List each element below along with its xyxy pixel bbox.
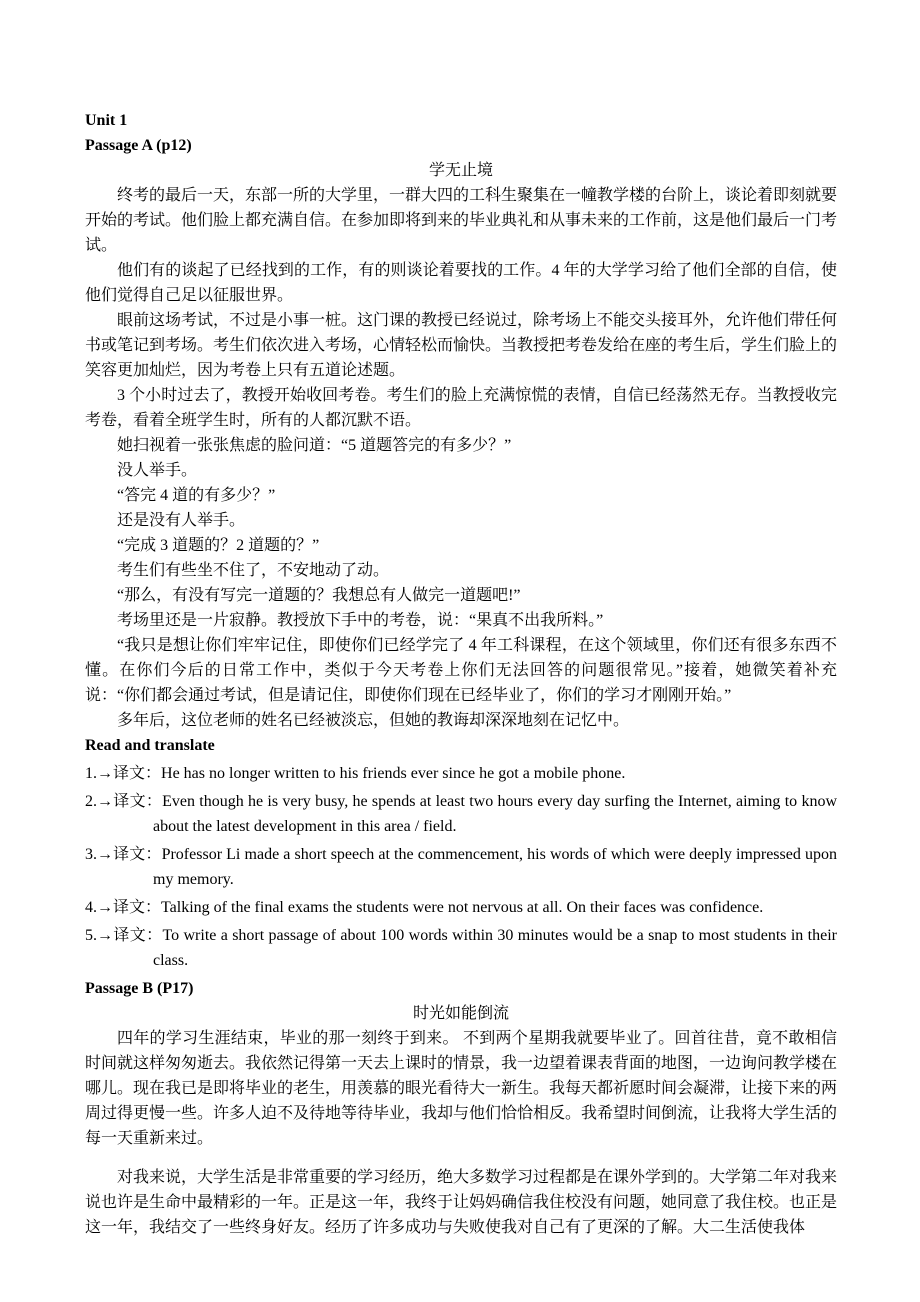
translation-text: Even though he is very busy, he spends at least two hours every day surfing the Internet, aiming to know about the latest development in this area / field. xyxy=(153,793,837,835)
translation-prefix: 5.→译文： xyxy=(85,927,163,944)
passage-a-paragraph: “完成 3 道题的？2 道题的？” xyxy=(117,537,320,554)
passage-a-paragraph: “那么，有没有写完一道题的？我想总有人做完一道题吧!” xyxy=(117,587,521,604)
read-translate-heading: Read and translate xyxy=(85,737,215,754)
passage-a-paragraph: 考生们有些坐不住了，不安地动了动。 xyxy=(117,562,390,579)
passage-a-title: 学无止境 xyxy=(428,162,493,179)
passage-b-title: 时光如能倒流 xyxy=(412,1005,509,1022)
passage-a-paragraph: 他们有的谈起了已经找到的工作，有的则谈论着要找的工作。4 年的大学学习给了他们全部的自信，使他们觉得自己足以征服世界。 xyxy=(85,262,837,304)
translation-text: He has no longer written to his friends ever since he got a mobile phone. xyxy=(161,765,626,782)
translation-item-2 xyxy=(85,789,837,839)
unit-heading: Unit 1 xyxy=(85,112,128,129)
translation-text: To write a short passage of about 100 words within 30 minutes would be a snap to most students in their class. xyxy=(153,927,837,969)
translation-text: Professor Li made a short speech at the commencement, his words of which were deeply impressed upon my memory. xyxy=(153,846,837,888)
passage-a-paragraph: 她扫视着一张张焦虑的脸问道：“5 道题答完的有多少？” xyxy=(117,437,512,454)
passage-a-paragraph: 终考的最后一天，东部一所的大学里，一群大四的工科生聚集在一幢教学楼的台阶上，谈论着即刻就要开始的考试。他们脸上都充满自信。在参加即将到来的毕业典礼和从事未来的工作前，这是他们最后一门考试。 xyxy=(85,187,838,254)
passage-a-paragraph: 眼前这场考试，不过是小事一桩。这门课的教授已经说过，除考场上不能交头接耳外，允许他们带任何书或笔记到考场。考生们依次进入考场，心情轻松而愉快。当教授把考卷发给在座的考生后，学生们脸上的笑容更加灿烂，因为考卷上只有五道论述题。 xyxy=(85,312,838,379)
passage-b-heading: Passage B (P17) xyxy=(85,980,194,997)
translation-item-5 xyxy=(85,923,837,973)
translation-text: Talking of the final exams the students were not nervous at all. On their faces was confidence. xyxy=(161,899,764,916)
passage-b-paragraph: 四年的学习生涯结束，毕业的那一刻终于到来。 不到两个星期我就要毕业了。回首往昔，竟不敢相信时间就这样匆匆逝去。我依然记得第一天去上课时的情景，我一边望着课表背面的地图，一边询问教学楼在哪儿。现在我已是即将毕业的老生，用羡慕的眼光看待大一新生。我每天都祈愿时间会凝滞，让接下来的两周过得更慢一些。许多人迫不及待地等待毕业，我却与他们恰恰相反。我希望时间倒流，让我将大学生活的每一天重新来过。 xyxy=(85,1030,838,1147)
passage-a-paragraph: “答完 4 道的有多少？” xyxy=(117,487,276,504)
translation-prefix: 2.→译文： xyxy=(85,793,163,810)
translation-item-3 xyxy=(85,842,837,892)
translation-prefix: 1.→译文： xyxy=(85,765,162,782)
passage-a-paragraph: 3 个小时过去了，教授开始收回考卷。考生们的脸上充满惊慌的表情，自信已经荡然无存。当教授收完考卷，看着全班学生时，所有的人都沉默不语。 xyxy=(85,387,837,429)
translation-prefix: 4.→译文： xyxy=(85,899,162,916)
passage-b-paragraph: 对我来说，大学生活是非常重要的学习经历，绝大多数学习过程都是在课外学到的。大学第二年对我来说也许是生命中最精彩的一年。正是这一年，我终于让妈妈确信我住校没有问题，她同意了我住校。也正是这一年，我结交了一些终身好友。经历了许多成功与失败使我对自己有了更深的了解。大二生活使我体 xyxy=(85,1169,838,1236)
passage-a-heading: Passage A (p12) xyxy=(85,137,192,154)
passage-a-paragraph: 没人举手。 xyxy=(117,462,198,479)
passage-a-paragraph: 还是没有人举手。 xyxy=(117,512,246,529)
passage-a-paragraph: 多年后，这位老师的姓名已经被淡忘，但她的教诲却深深地刻在记忆中。 xyxy=(117,712,630,729)
passage-a-paragraph: 考场里还是一片寂静。教授放下手中的考卷，说：“果真不出我所料。” xyxy=(117,612,604,629)
translation-item-1 xyxy=(85,761,837,786)
translation-prefix: 3.→译文： xyxy=(85,846,162,863)
passage-a-paragraph: “我只是想让你们牢牢记住，即使你们已经学完了 4 年工科课程，在这个领域里，你们还有很多东西不懂。在你们今后的日常工作中，类似于今天考卷上你们无法回答的问题很常见。”接着，她微笑着补充说：“你们都会通过考试，但是请记住，即使你们现在已经毕业了，你们的学习才刚刚开始。” xyxy=(85,637,837,704)
translation-item-4 xyxy=(85,895,837,920)
